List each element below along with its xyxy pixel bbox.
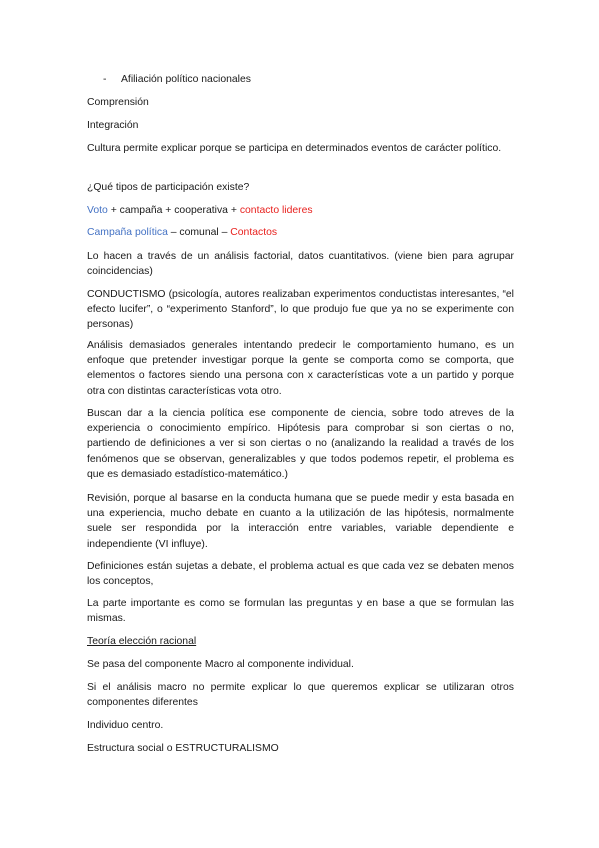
- paragraph-integracion: Integración: [87, 120, 139, 131]
- paragraph-comprension: Comprensión: [87, 97, 149, 108]
- paragraph-individuo: Individuo centro.: [87, 720, 164, 731]
- line-voto: [87, 203, 514, 218]
- paragraph-factorial: Lo hacen a través de un análisis factorial, datos cuantitativos. (viene bien para agrupar coincidencias): [87, 251, 514, 278]
- contacto-lideres-text: contacto lideres: [239, 205, 313, 216]
- paragraph-pregunta: ¿Qué tipos de participación existe?: [87, 182, 250, 193]
- bullet-text: Afiliación político nacionales: [121, 74, 251, 85]
- contactos-text: Contactos: [230, 227, 278, 238]
- bullet-dash: -: [103, 74, 107, 85]
- paragraph-analisis: Análisis demasiados generales intentando predecir le comportamiento humano, es un enfoque que pretender investigar porque la gente se comporta como se comporta, que elementos o factores siendo una persona con x características vote a un partido y porque otra con distintas características vota otro.: [87, 340, 514, 397]
- paragraph-macro: Se pasa del componente Macro al componente individual.: [87, 659, 354, 670]
- paragraph-buscan: Buscan dar a la ciencia política ese componente de ciencia, sobre todo atreves de la experiencia o conocimiento empírico. Hipótesis para comprobar si son ciertas o no, partiendo de definiciones a ver si son ciertas o no (analizando la realidad a través de los fenómenos que se observan, generalizables y que todos podemos repetir, el problema es que es demasiado estadístico-matemático.): [87, 408, 514, 480]
- paragraph-cultura: Cultura permite explicar porque se participa en determinados eventos de carácter político.: [87, 143, 502, 154]
- campana-politica-text: Campaña política: [87, 227, 168, 238]
- line-campana: [87, 225, 514, 240]
- campana-middle-text: – comunal –: [167, 227, 231, 238]
- heading-teoria-eleccion-racional: Teoría elección racional: [87, 636, 197, 647]
- paragraph-si-analisis: Si el análisis macro no permite explicar lo que queremos explicar se utilizaran otros componentes diferentes: [87, 682, 514, 709]
- paragraph-revision: Revisión, porque al basarse en la conducta humana que se puede medir y esta basada en una experiencia, mucho debate en cuanto a la utilización de las hipótesis, normalmente suele ser respondida por la interacción entre variables, variable dependiente e independiente (VI influye).: [87, 493, 514, 550]
- paragraph-definiciones: Definiciones están sujetas a debate, el problema actual es que cada vez se debaten menos los conceptos,: [87, 561, 514, 588]
- paragraph-parte: La parte importante es como se formulan las preguntas y en base a que se formulan las mismas.: [87, 598, 514, 625]
- bullet-item: [103, 72, 251, 87]
- voto-middle-text: + campaña + cooperativa +: [107, 205, 240, 216]
- paragraph-estructura: Estructura social o ESTRUCTURALISMO: [87, 743, 279, 754]
- voto-text: Voto: [87, 205, 108, 216]
- paragraph-conductismo: CONDUCTISMO (psicología, autores realizaban experimentos conductistas interesantes, “el efecto lucifer”, o “experimento Stanford”, lo que produjo fue que ya no se experimente con personas): [87, 289, 514, 331]
